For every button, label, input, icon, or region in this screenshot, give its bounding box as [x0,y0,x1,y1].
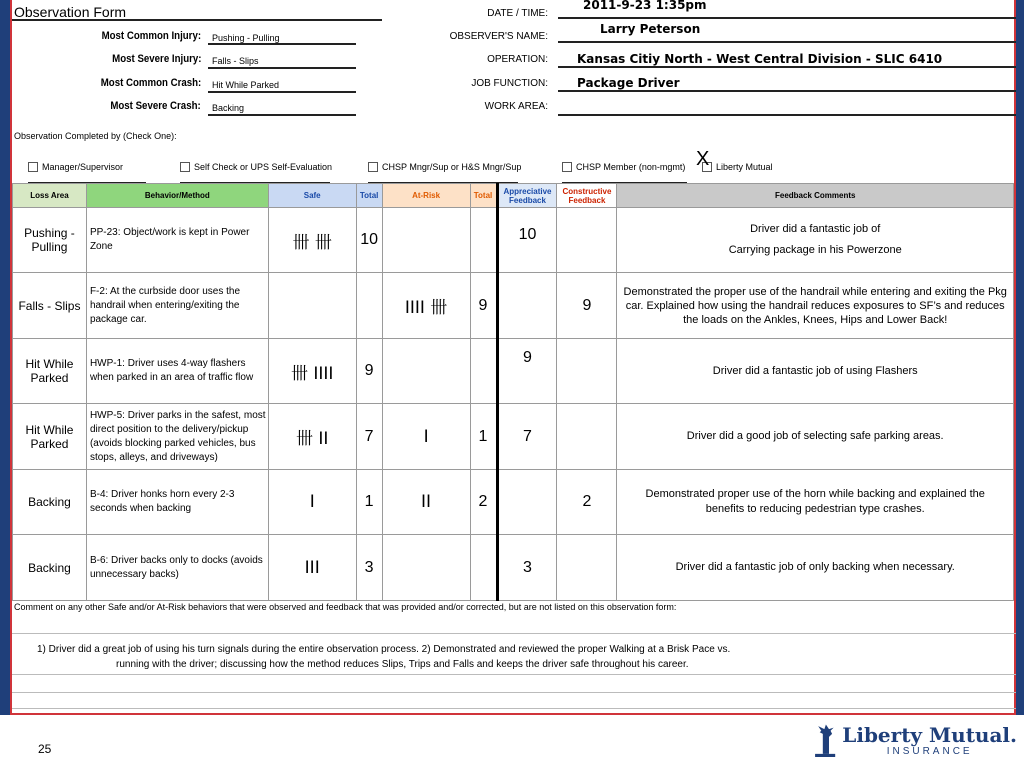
risk-tally-cell: II [382,470,470,535]
constructive-cell [557,535,617,601]
most-common-injury-value: Pushing - Pulling [212,33,280,43]
checkbox-x-mark: X [696,148,710,170]
operation-value: Kansas Citiy North - West Central Division - SLIC 6410 [577,52,943,66]
job-function-label: JOB FUNCTION: [471,78,548,89]
checkbox-chsp-mngr[interactable] [368,162,521,172]
table-row [13,404,1014,470]
observer-name-label: OBSERVER'S NAME: [449,31,548,42]
logo-text [842,724,1017,757]
safe-total-cell: 10 [356,208,382,273]
appreciative-cell: 3 [497,535,557,601]
header-loss-area: Loss Area [13,184,87,208]
constructive-cell: 2 [557,470,617,535]
behavior-cell: B-4: Driver honks horn every 2-3 seconds when backing [86,470,268,535]
field-underline [208,91,356,93]
safe-tally-cell: III [268,535,356,601]
job-function-value: Package Driver [577,76,680,90]
most-severe-crash-label: Most Severe Crash: [110,100,201,112]
field-underline [208,43,356,45]
checkbox-icon[interactable] [180,162,190,172]
left-edge-band [0,0,10,715]
header-constructive-line1: Constructive [562,186,612,196]
safe-total-cell [356,273,382,339]
risk-total-cell [470,339,497,404]
most-common-crash-label: Most Common Crash: [100,77,201,89]
checkbox-chsp-member[interactable] [562,162,685,172]
loss-area-cell: Hit While Parked [13,339,87,404]
statue-of-liberty-icon [812,718,838,762]
most-common-injury-label: Most Common Injury: [101,30,201,42]
comment-line [12,692,1016,693]
checkbox-label: Self Check or UPS Self-Evaluation [194,162,333,172]
checkbox-label: CHSP Member (non-mgmt) [576,162,686,172]
constructive-cell: 9 [557,273,617,339]
risk-total-cell [470,208,497,273]
risk-tally-cell [382,339,470,404]
risk-total-cell: 2 [470,470,497,535]
behavior-cell: HWP-1: Driver uses 4-way flashers when parked in an area of traffic flow [86,339,268,404]
appreciative-cell: 10 [497,208,557,273]
appreciative-cell: 7 [497,404,557,470]
constructive-cell [557,208,617,273]
risk-tally-cell: IIII 卌 [382,273,470,339]
logo-subtitle: INSURANCE [886,745,973,757]
checkbox-liberty-mutual[interactable] [702,162,773,172]
behavior-cell: B-6: Driver backs only to docks (avoids unnecessary backs) [86,535,268,601]
table-row [13,339,1014,404]
observation-table [12,183,1014,601]
safe-tally-cell: 卌 IIII [268,339,356,404]
header-appreciative-line1: Appreciative [503,186,552,196]
feedback-cell: Demonstrated proper use of the horn while backing and explained the benefits to reducing pedestrian type crashes. [617,470,1014,535]
header-feedback-comments: Feedback Comments [617,184,1014,208]
date-time-value: 2011-9-23 1:35pm [583,0,707,12]
header-safe-total: Total [356,184,382,208]
field-underline [558,66,1016,68]
header-constructive-line2: Feedback [568,195,606,205]
slide-footer [0,715,1024,768]
safe-tally-cell: I [268,470,356,535]
checkbox-label: CHSP Mngr/Sup or H&S Mngr/Sup [382,162,522,172]
behavior-cell: PP-23: Object/work is kept in Power Zone [86,208,268,273]
comment-line [12,708,1016,709]
header-behavior: Behavior/Method [86,184,268,208]
operation-label: OPERATION: [487,54,548,65]
appreciative-cell [497,273,557,339]
table-row [13,535,1014,601]
most-common-crash-value: Hit While Parked [212,80,280,90]
field-underline [558,90,1016,92]
field-underline [208,114,356,116]
field-underline [558,17,1016,19]
loss-area-cell: Pushing - Pulling [13,208,87,273]
table-header-row [13,184,1014,208]
feedback-cell [617,208,1014,273]
header-risk-total: Total [470,184,497,208]
most-severe-crash-value: Backing [212,103,245,113]
loss-area-cell: Hit While Parked [13,404,87,470]
loss-area-cell: Backing [13,470,87,535]
form-title: Observation Form [14,4,127,20]
comment-line [12,633,1016,634]
risk-total-cell: 9 [470,273,497,339]
checkbox-label: Manager/Supervisor [42,162,124,172]
feedback-cell: Driver did a good job of selecting safe parking areas. [617,404,1014,470]
logo-name: Liberty Mutual. [842,722,1017,747]
checkbox-icon[interactable] [562,162,572,172]
loss-area-cell: Falls - Slips [13,273,87,339]
header-safe: Safe [268,184,356,208]
header-appreciative-line2: Feedback [509,195,546,205]
field-underline [558,114,1016,116]
safe-tally-cell: 卌 II [268,404,356,470]
completed-by-label: Observation Completed by (Check One): [14,131,177,141]
appreciative-cell: 9 [497,339,557,404]
table-row [13,470,1014,535]
feedback-cell: Demonstrated the proper use of the handrail while entering and exiting the Pkg car. Explained how using the handrail reduces exposures to SF’s and reduces the loads on the Ankles, Knees, Hips and Lower Back! [617,273,1014,339]
safe-total-cell: 3 [356,535,382,601]
behavior-cell: HWP-5: Driver parks in the safest, most direct position to the delivery/pickup (avoids blocking parked vehicles, bus stops, alleys, and driveways) [86,404,268,470]
comment-prompt: Comment on any other Safe and/or At-Risk behaviors that were observed and feedback that was provided and/or corrected, but are not listed on this observation form: [14,602,677,612]
risk-total-cell [470,535,497,601]
field-underline [208,67,356,69]
safe-total-cell: 7 [356,404,382,470]
constructive-cell [557,404,617,470]
table-row [13,273,1014,339]
checkbox-icon[interactable] [28,162,38,172]
safe-total-cell: 9 [356,339,382,404]
risk-tally-cell: I [382,404,470,470]
title-underline [12,19,382,21]
observer-name-value: Larry Peterson [600,22,701,36]
constructive-cell [557,339,617,404]
feedback-cell: Driver did a fantastic job of using Flashers [617,339,1014,404]
header-constructive [557,184,617,208]
checkbox-icon[interactable] [368,162,378,172]
work-area-label: WORK AREA: [484,101,548,112]
risk-total-cell: 1 [470,404,497,470]
header-at-risk: At-Risk [382,184,470,208]
behavior-cell: F-2: At the curbside door uses the handrail when entering/exiting the package car. [86,273,268,339]
date-time-label: DATE / TIME: [487,8,548,19]
feedback-cell: Driver did a fantastic job of only backing when necessary. [617,535,1014,601]
field-underline [558,41,1016,43]
risk-tally-cell [382,208,470,273]
most-severe-injury-value: Falls - Slips [212,56,259,66]
safe-total-cell: 1 [356,470,382,535]
feedback-line2: Carrying package in his Powerzone [728,244,902,256]
checkbox-self-check[interactable] [180,162,332,172]
liberty-mutual-logo [812,717,1017,763]
header-appreciative [497,184,557,208]
table-row [13,208,1014,273]
feedback-line1: Driver did a fantastic job of [750,223,881,235]
checkbox-manager[interactable] [28,162,123,172]
comment-text-line1: 1) Driver did a great job of using his turn signals during the entire observation process. 2) Demonstrated and reviewed the proper Walking at a Brisk Pace vs. [37,644,731,655]
safe-tally-cell [268,273,356,339]
observation-form [10,0,1016,715]
checkbox-label: Liberty Mutual [716,162,773,172]
loss-area-cell: Backing [13,535,87,601]
comment-line [12,674,1016,675]
safe-tally-cell: 卌 卌 [268,208,356,273]
comment-text-line2: running with the driver; discussing how the method reduces Slips, Trips and Falls and keeps the driver safe throughout his career. [116,659,689,670]
risk-tally-cell [382,535,470,601]
appreciative-cell [497,470,557,535]
page-number: 25 [38,742,52,756]
most-severe-injury-label: Most Severe Injury: [111,53,201,65]
